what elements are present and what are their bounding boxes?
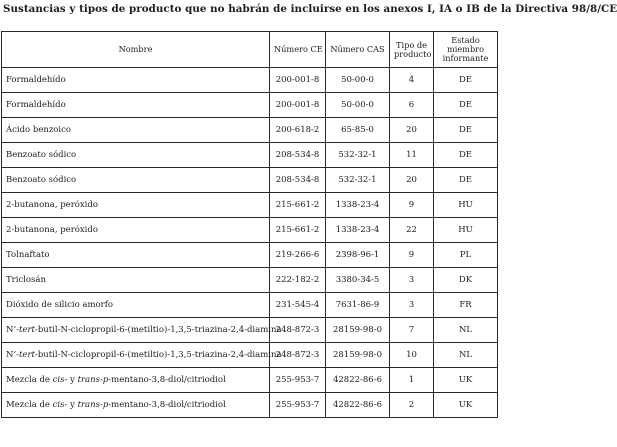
header-numero-ce: Número CE — [270, 32, 326, 68]
cell-numero-ce: 208-534-8 — [270, 168, 326, 193]
cell-numero-cas: 28159-98-0 — [326, 318, 390, 343]
header-tipo-producto: Tipo de producto — [390, 32, 434, 68]
document-title: Sustancias y tipos de producto que no habrán de incluirse en los anexos I, IA o IB de la Directiva 98/8/CE — [3, 3, 617, 15]
cell-numero-ce: 219-266-6 — [270, 243, 326, 268]
cell-nombre: N’-tert-butil-N-ciclopropil-6-(metiltio)-1,3,5-triazina-2,4-diamina — [2, 343, 270, 368]
cell-tipo-producto: 3 — [390, 293, 434, 318]
cell-numero-ce: 222-182-2 — [270, 268, 326, 293]
cell-nombre: N’-tert-butil-N-ciclopropil-6-(metiltio)-1,3,5-triazina-2,4-diamina — [2, 318, 270, 343]
cell-numero-cas: 532-32-1 — [326, 143, 390, 168]
table-row — [2, 93, 498, 118]
cell-tipo-producto: 3 — [390, 268, 434, 293]
cell-estado-miembro: DE — [434, 168, 498, 193]
cell-tipo-producto: 6 — [390, 93, 434, 118]
table-row — [2, 318, 498, 343]
table-row — [2, 218, 498, 243]
cell-numero-cas: 50-00-0 — [326, 93, 390, 118]
cell-estado-miembro: DE — [434, 143, 498, 168]
cell-numero-ce: 231-545-4 — [270, 293, 326, 318]
cell-tipo-producto: 22 — [390, 218, 434, 243]
cell-tipo-producto: 7 — [390, 318, 434, 343]
cell-numero-cas: 2398-96-1 — [326, 243, 390, 268]
cell-nombre: Dióxido de silicio amorfo — [2, 293, 270, 318]
cell-numero-cas: 1338-23-4 — [326, 193, 390, 218]
cell-numero-cas: 1338-23-4 — [326, 218, 390, 243]
cell-numero-cas: 50-00-0 — [326, 68, 390, 93]
cell-numero-ce: 200-001-8 — [270, 68, 326, 93]
table-row — [2, 193, 498, 218]
cell-numero-ce: 200-618-2 — [270, 118, 326, 143]
cell-tipo-producto: 4 — [390, 68, 434, 93]
cell-estado-miembro: FR — [434, 293, 498, 318]
cell-nombre: Formaldehído — [2, 68, 270, 93]
cell-nombre: Benzoato sódico — [2, 168, 270, 193]
table-row — [2, 368, 498, 393]
cell-tipo-producto: 11 — [390, 143, 434, 168]
cell-tipo-producto: 9 — [390, 193, 434, 218]
cell-numero-ce: 208-534-8 — [270, 143, 326, 168]
table-row — [2, 243, 498, 268]
cell-nombre: Mezcla de cis- y trans-p-mentano-3,8-diol/citriodiol — [2, 393, 270, 418]
cell-nombre: Benzoato sódico — [2, 143, 270, 168]
cell-nombre: Formaldehído — [2, 93, 270, 118]
cell-tipo-producto: 1 — [390, 368, 434, 393]
cell-numero-ce: 248-872-3 — [270, 343, 326, 368]
cell-numero-ce: 255-953-7 — [270, 368, 326, 393]
header-estado-miembro: Estado miembro informante — [434, 32, 498, 68]
cell-estado-miembro: UK — [434, 368, 498, 393]
cell-estado-miembro: DE — [434, 93, 498, 118]
cell-tipo-producto: 10 — [390, 343, 434, 368]
table-row — [2, 143, 498, 168]
cell-nombre: Tolnaftato — [2, 243, 270, 268]
cell-estado-miembro: DE — [434, 118, 498, 143]
cell-numero-cas: 7631-86-9 — [326, 293, 390, 318]
table-header-row — [2, 32, 498, 68]
cell-tipo-producto: 2 — [390, 393, 434, 418]
cell-numero-ce: 255-953-7 — [270, 393, 326, 418]
cell-numero-cas: 28159-98-0 — [326, 343, 390, 368]
substances-table — [1, 31, 498, 418]
cell-tipo-producto: 20 — [390, 168, 434, 193]
cell-numero-cas: 65-85-0 — [326, 118, 390, 143]
cell-estado-miembro: HU — [434, 193, 498, 218]
cell-estado-miembro: HU — [434, 218, 498, 243]
cell-tipo-producto: 9 — [390, 243, 434, 268]
cell-estado-miembro: NL — [434, 343, 498, 368]
table-row — [2, 68, 498, 93]
cell-numero-ce: 215-661-2 — [270, 218, 326, 243]
table-row — [2, 268, 498, 293]
cell-tipo-producto: 20 — [390, 118, 434, 143]
cell-nombre: Ácido benzoico — [2, 118, 270, 143]
cell-estado-miembro: PL — [434, 243, 498, 268]
cell-estado-miembro: NL — [434, 318, 498, 343]
cell-numero-ce: 248-872-3 — [270, 318, 326, 343]
cell-numero-cas: 3380-34-5 — [326, 268, 390, 293]
cell-estado-miembro: UK — [434, 393, 498, 418]
table-row — [2, 118, 498, 143]
table-row — [2, 343, 498, 368]
cell-nombre: 2-butanona, peróxido — [2, 218, 270, 243]
cell-numero-ce: 215-661-2 — [270, 193, 326, 218]
cell-nombre: Triclosán — [2, 268, 270, 293]
cell-numero-ce: 200-001-8 — [270, 93, 326, 118]
table-row — [2, 293, 498, 318]
cell-estado-miembro: DK — [434, 268, 498, 293]
header-nombre: Nombre — [2, 32, 270, 68]
table-row — [2, 393, 498, 418]
table-row — [2, 168, 498, 193]
cell-estado-miembro: DE — [434, 68, 498, 93]
cell-nombre: Mezcla de cis- y trans-p-mentano-3,8-diol/citriodiol — [2, 368, 270, 393]
cell-numero-cas: 532-32-1 — [326, 168, 390, 193]
header-numero-cas: Número CAS — [326, 32, 390, 68]
cell-numero-cas: 42822-86-6 — [326, 393, 390, 418]
cell-nombre: 2-butanona, peróxido — [2, 193, 270, 218]
cell-numero-cas: 42822-86-6 — [326, 368, 390, 393]
